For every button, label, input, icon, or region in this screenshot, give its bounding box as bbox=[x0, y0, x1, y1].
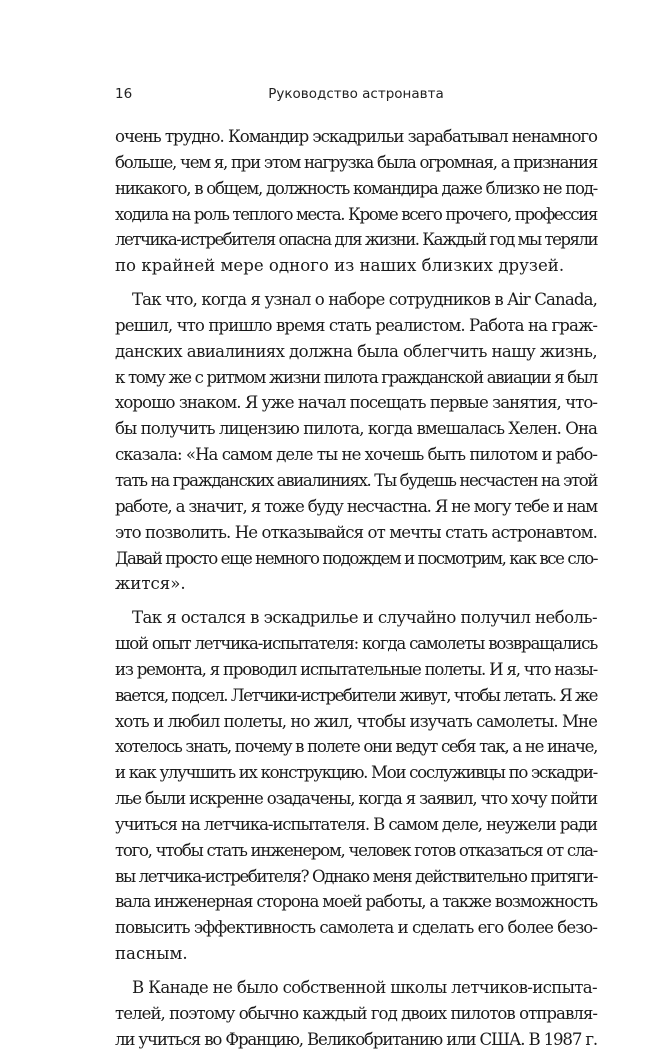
text-line: ли учиться во Францию, Великобританию или США. В 1987 г. bbox=[115, 1029, 597, 1049]
text-line: В Канаде не было собственной школы летчиков-испыта- bbox=[132, 978, 597, 997]
text-line: вается, подсел. Летчики-истребители живут, чтобы летать. Я же bbox=[115, 685, 597, 705]
text-line: лье были искренне озадачены, когда я заявил, что хочу пойти bbox=[115, 789, 598, 809]
running-head bbox=[115, 86, 597, 106]
text-line: сказала: «На самом деле ты не хочешь быть пилотом и рабо- bbox=[115, 445, 597, 465]
text-line: работе, а значит, я тоже буду несчастна. Я не могу тебе и нам bbox=[115, 496, 597, 516]
text-line: ходила на роль теплого места. Кроме всего прочего, профессия bbox=[115, 204, 598, 224]
text-line: данских авиалиниях должна была облегчить нашу жизнь, bbox=[115, 341, 597, 361]
text-line: телей, поэтому обычно каждый год двоих пилотов отправля- bbox=[115, 1003, 597, 1023]
text-line: больше, чем я, при этом нагрузка была огромная, а признания bbox=[115, 152, 597, 172]
text-line: шой опыт летчика-испытателя: когда самолеты возвращались bbox=[115, 634, 598, 654]
text-line: летчика-истребителя опасна для жизни. Каждый год мы теряли bbox=[115, 230, 598, 250]
paragraph-1 bbox=[115, 124, 597, 279]
text-line: хорошо знаком. Я уже начал посещать первые занятия, что- bbox=[115, 393, 598, 413]
paragraph-3 bbox=[115, 605, 597, 967]
text-line: того, чтобы стать инженером, человек готов отказаться от сла- bbox=[115, 840, 597, 860]
text-line: вы летчика-истребителя? Однако меня действительно притяги- bbox=[115, 866, 598, 886]
text-line: пасным. bbox=[115, 944, 188, 964]
text-line: повысить эффективность самолета и сделать его более безо- bbox=[115, 918, 597, 938]
text-line: из ремонта, я проводил испытательные полеты. И я, что назы- bbox=[115, 659, 598, 679]
text-line: хотелось знать, почему в полете они ведут себя так, а не иначе, bbox=[115, 737, 598, 757]
text-line: Так я остался в эскадрилье и случайно получил неболь- bbox=[132, 608, 598, 628]
text-line: никакого, в общем, должность командира даже близко не под- bbox=[115, 178, 598, 198]
text-line: вала инженерная сторона моей работы, а также возможность bbox=[115, 892, 598, 912]
text-line: Давай просто еще немного подождем и посмотрим, как все сло- bbox=[115, 548, 598, 568]
text-line: это позволить. Не отказывайся от мечты стать астронавтом. bbox=[115, 522, 597, 542]
text-line: жится». bbox=[115, 574, 186, 594]
text-line: хоть и любил полеты, но жил, чтобы изучать самолеты. Мне bbox=[115, 711, 598, 731]
text-line: решил, что пришло время стать реалистом. Работа на граж- bbox=[115, 315, 598, 335]
paragraph-2 bbox=[115, 287, 597, 597]
page-number: 16 bbox=[115, 86, 133, 102]
text-line: бы получить лицензию пилота, когда вмешалась Хелен. Она bbox=[115, 419, 597, 439]
text-line: очень трудно. Командир эскадрильи зарабатывал ненамного bbox=[115, 127, 598, 146]
text-line: по крайней мере одного из наших близких друзей. bbox=[115, 256, 565, 276]
text-line: тать на гражданских авиалиниях. Ты будешь несчастен на этой bbox=[115, 470, 597, 490]
text-line: к тому же с ритмом жизни пилота гражданской авиации я был bbox=[115, 367, 597, 387]
text-line: и как улучшить их конструкцию. Мои сослуживцы по эскадри- bbox=[115, 763, 597, 783]
book-title: Руководство астронавта bbox=[268, 86, 444, 102]
body-text bbox=[115, 124, 597, 1053]
text-line: Так что, когда я узнал о наборе сотрудников в Air Canada, bbox=[132, 290, 597, 310]
paragraph-4 bbox=[115, 975, 597, 1053]
text-line: учиться на летчика-испытателя. В самом деле, неужели ради bbox=[115, 814, 597, 834]
